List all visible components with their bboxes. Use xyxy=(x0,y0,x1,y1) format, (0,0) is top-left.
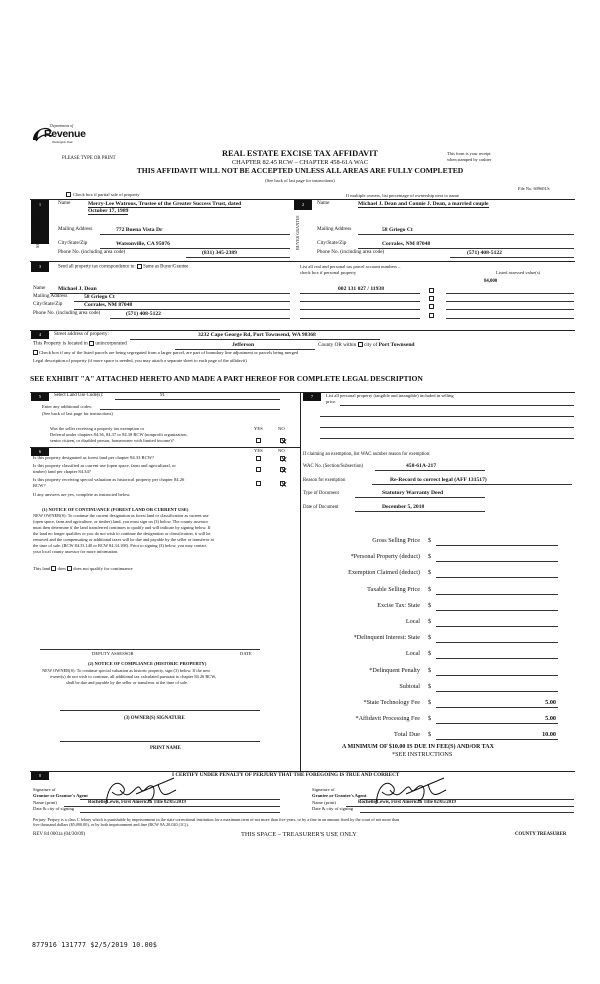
s3-phone-label: Phone No. (including area code) xyxy=(33,310,101,316)
s3-mailing: 58 Griego Ct xyxy=(84,294,115,300)
exemption-yes-checkbox[interactable] xyxy=(256,438,261,443)
calc-row-underline xyxy=(436,610,558,611)
seller-mailing: 772 Buena Vista Dr xyxy=(116,227,163,233)
logo-main-text: Revenue xyxy=(44,128,86,140)
land-use-label: Select Land Use Code(s): xyxy=(54,393,104,398)
multiple-owners-note: If multiple owners, list percentage of ownership next to name xyxy=(346,193,460,198)
parcel-number: 002 131 027 / 11938 xyxy=(338,286,384,292)
buyer-phone-label: Phone No. (including area code) xyxy=(317,249,385,255)
recording-stamp: 877916 131777 $2/5/2019 10.00$ xyxy=(32,941,158,949)
historic-2: owner(s) do not wish to continue, all additional tax calculated pursuant to chapter 84.26 RCW, xyxy=(50,674,217,679)
forest-no-checkbox[interactable] xyxy=(280,456,285,461)
exemption-q3: senior citizen, or disabled person, homeowner with limited income)? xyxy=(50,438,174,443)
s3-city-label: City/State/Zip xyxy=(33,301,63,307)
seller-name-label: Name xyxy=(58,200,71,206)
assessed-value: 84,000 xyxy=(484,279,498,284)
unincorporated-checkbox[interactable] xyxy=(89,341,94,346)
forest-q: Is this property designated as forest land per chapter 84.33 RCW? xyxy=(33,455,155,460)
send-correspondence: Send all property tax correspondence to: Same as Buyer/Grantee xyxy=(58,264,189,270)
city-checkbox[interactable] xyxy=(358,342,363,347)
perjury-line-1: Perjury: Perjury is a class C felony which is punishable by imprisonment in the state correctional institution for a maximum term of not more than five years, or by a fine in an amount fixed by the court of not more than xyxy=(33,817,400,822)
calc-row-value: 5.00 xyxy=(545,699,556,706)
doc-date: December 5, 2018 xyxy=(382,504,425,510)
seller-city-label: City/State/Zip xyxy=(58,240,88,246)
grantor-print-name: Rochelle Lewis, First American Title 02/05/2019 xyxy=(88,800,186,805)
seller-mailing-label: Mailing Address xyxy=(58,226,93,232)
calc-row-currency: $ xyxy=(428,650,432,658)
parcel-1-personal-checkbox[interactable] xyxy=(429,288,434,293)
buyer-side-label: BUYER GRANTEE xyxy=(295,215,300,250)
continuance-5: removed and the compensating or additional taxes will be due and payable by the seller or transferor at xyxy=(33,537,214,542)
historical-yes-checkbox[interactable] xyxy=(256,481,261,486)
grantor-sig-label-1: Signature of xyxy=(33,787,56,792)
file-number: File No. 60960LS xyxy=(518,186,550,191)
logo-top-text: Department of xyxy=(50,123,74,128)
calc-row-underline xyxy=(436,675,558,676)
logo-sub-text: Washington State xyxy=(52,140,73,144)
owner-signature: (3) OWNER(S) SIGNATURE xyxy=(124,716,185,721)
calc-row-label: *Affidavit Processing Fee xyxy=(355,715,420,723)
section-3-badge: 3 xyxy=(31,262,49,272)
continuance-4: the land no longer qualifies or you do not wish to continue the designation or classification, it will be xyxy=(33,531,211,536)
s3-name: Michael J. Dean xyxy=(58,286,97,292)
seller-city: Watsonville, CA 95076 xyxy=(116,241,170,247)
section-8-badge: 8 xyxy=(31,772,49,780)
doc-date-label: Date of Document xyxy=(303,505,339,510)
calc-row-label: *Personal Property (deduct) xyxy=(350,553,420,561)
grantee-date-label: Date & city of signing xyxy=(312,806,354,811)
calc-row-label: *State Technology Fee xyxy=(363,699,420,706)
s5-yes: YES xyxy=(254,426,263,431)
calc-row-currency: $ xyxy=(428,618,432,625)
current-use-yes-checkbox[interactable] xyxy=(256,467,261,472)
calc-row-underline xyxy=(436,577,558,578)
calc-row-currency: $ xyxy=(428,715,432,723)
calc-row-underline xyxy=(436,691,558,692)
located-in: This Property is located in unincorporated xyxy=(33,340,127,347)
s3-phone: (571) 408-5122 xyxy=(126,311,161,317)
calc-row-label: Total Due xyxy=(393,731,420,739)
segregated-note: Check box if any of the listed parcels are being segregated from a larger parcel, are part of boundary line adjustment or parcels being merged xyxy=(33,350,298,355)
calc-row-label: Local xyxy=(405,618,420,625)
buyer-name-label: Name xyxy=(317,200,330,206)
s3-name-label: Name xyxy=(33,285,46,291)
minimum-due: A MINIMUM OF $10.00 IS DUE IN FEE(S) AND/OR TAX xyxy=(342,744,494,750)
county-or-city: County OR within city of Port Townsend xyxy=(318,342,415,348)
continuance-6: the time of sale. (RCW 84.33.140 or RCW 84.34.108). Prior to signing (3) below, you may contact xyxy=(33,543,207,548)
wac-label: WAC No. (Section/Subsection) xyxy=(303,464,364,469)
section-2-badge: 2 xyxy=(294,200,312,210)
county-name: Jefferson xyxy=(232,342,255,348)
wac-number: 458-61A-217 xyxy=(406,463,437,469)
historical-q-a: Is this property receiving special valuation as historical property per chapter 84.26 xyxy=(33,477,185,482)
exemption-no-checkbox[interactable] xyxy=(280,438,285,443)
assessed-header: Listed assessed value(s) xyxy=(496,270,541,275)
buyer-phone: (571) 408-5122 xyxy=(467,250,502,256)
partial-sale-checkbox[interactable] xyxy=(66,192,71,197)
print-name: PRINT NAME xyxy=(150,746,181,751)
segregated-checkbox[interactable] xyxy=(33,350,38,355)
grantee-name-label: Name (print) xyxy=(312,800,336,805)
calc-row-label: Subtotal xyxy=(399,682,420,690)
seller-phone: (831) 345-2389 xyxy=(202,250,237,256)
grantee-print-name: Rochelle Lewis, First American Title 02/05/2019 xyxy=(358,800,456,805)
calc-row-currency: $ xyxy=(428,666,432,674)
buyer-city-label: City/State/Zip xyxy=(317,240,347,246)
county-treasurer: COUNTY TREASURER xyxy=(515,832,567,837)
historical-no-checkbox[interactable] xyxy=(280,481,285,486)
grantor-date-label: Date & city of signing xyxy=(33,806,75,811)
seller-name-line2: October 17, 1989 xyxy=(88,208,129,214)
calc-row-label: Taxable Selling Price xyxy=(367,585,420,593)
calc-row-currency: $ xyxy=(428,537,432,544)
current-use-no-checkbox[interactable] xyxy=(280,467,285,472)
current-use-q-b: timber) land per chapter 84.34? xyxy=(33,469,91,474)
parcel-header-1: List all real and personal tax parcel account numbers – xyxy=(300,264,401,269)
assessor-date: DATE xyxy=(240,651,252,656)
calc-row-currency: $ xyxy=(428,634,432,642)
chapter-line: CHAPTER 82.45 RCW – CHAPTER 458-61A WAC xyxy=(231,159,369,166)
calc-row-underline xyxy=(436,739,558,740)
exemption-reason: Re-Record to correct legal (AFF 131517) xyxy=(390,477,487,483)
calc-row-label: *Delinquent Interest: State xyxy=(353,634,420,642)
calc-row-currency: $ xyxy=(428,682,432,690)
section-7-badge: 7 xyxy=(303,393,321,401)
personal-property-2: price. xyxy=(326,399,337,404)
buyer-mailing-label: Mailing Address xyxy=(317,226,352,232)
answers-note: If any answers are yes, complete as instructed below. xyxy=(33,492,131,497)
calc-row-label: *Delinquent Penalty xyxy=(369,666,420,674)
grantor-signature-graphic xyxy=(96,774,186,810)
historical-q-b: RCW? xyxy=(33,483,46,488)
grantee-signature-graphic xyxy=(366,774,456,810)
partial-sale: Check box if partial sale of property xyxy=(66,192,140,197)
calc-row-currency: $ xyxy=(428,553,432,561)
parcel-2-personal-checkbox[interactable] xyxy=(429,296,434,301)
section-4-badge: 4 xyxy=(31,331,49,339)
seller-phone-label: Phone No. (including area code) xyxy=(58,249,126,255)
doc-type: Statutory Warranty Deed xyxy=(382,490,444,496)
calc-row-label: Local xyxy=(405,650,420,658)
s6-no: NO xyxy=(278,448,285,453)
grantor-name-label: Name (print) xyxy=(33,800,57,805)
continuance-title: (1) NOTICE OF CONTINUANCE (FOREST LAND OR CURRENT USE) xyxy=(42,507,189,512)
buyer-name: Michael J. Dean and Connie J. Dean, a married couple xyxy=(358,201,489,207)
calc-row-currency: $ xyxy=(428,585,432,593)
calc-row-value: 10.00 xyxy=(542,731,556,739)
calc-row-underline xyxy=(436,594,558,595)
calc-row-underline xyxy=(436,642,558,643)
s5-no: NO xyxy=(278,426,285,431)
s6-yes: YES xyxy=(254,448,263,453)
reason-label: Reason for exemption xyxy=(303,478,346,483)
continuance-7: your local county assessor for more information. xyxy=(33,549,119,554)
forest-yes-checkbox[interactable] xyxy=(256,456,261,461)
grantor-sig-label-2: Grantor or Grantor's Agent xyxy=(33,793,88,798)
street-address: 3232 Cape George Rd, Port Townsend, WA 98368 xyxy=(198,332,316,338)
exhibit-a-line: SEE EXHIBIT "A" ATTACHED HERETO AND MADE A PART HEREOF FOR COMPLETE LEGAL DESCRIPTION xyxy=(30,374,423,383)
s3-city: Corrales, NM 87048 xyxy=(84,302,133,308)
receipt-note-1: This form is your receipt xyxy=(447,151,491,156)
warning-line: THIS AFFIDAVIT WILL NOT BE ACCEPTED UNLESS ALL AREAS ARE FULLY COMPLETED xyxy=(136,166,464,175)
treasurer-space: THIS SPACE – TREASURER'S USE ONLY xyxy=(241,831,357,838)
receipt-note-2: when stamped by cashier xyxy=(447,157,492,162)
does-checkbox[interactable] xyxy=(51,566,56,571)
land-use-code: 91 xyxy=(160,393,165,398)
revenue-logo xyxy=(30,120,90,150)
city-name: Port Townsend xyxy=(378,342,415,348)
seller-side-label: SELLER GRANTOR xyxy=(35,211,40,248)
parcel-3-personal-checkbox[interactable] xyxy=(429,304,434,309)
calc-row-underline xyxy=(436,707,558,708)
street-label: Street address of property: xyxy=(54,331,109,337)
qualify-continuance: This land does does not qualify for continuance xyxy=(33,566,133,571)
doc-type-label: Type of Document xyxy=(303,491,339,496)
grantee-sig-label-1: Signature of xyxy=(312,787,335,792)
legal-description-note: Legal description of property (if more space is needed, you may attach a separate sheet to each page of the affidavit) xyxy=(33,358,247,363)
continuance-3: must then determine if the land transferred continues to qualify and will indicate by signing below. If xyxy=(33,525,211,530)
perjury-line-2: five thousand dollars ($5,000.00), or by both imprisonment and fine (RCW 9A.20.020 (1C)). xyxy=(33,822,189,827)
calc-row-label: Excise Tax: State xyxy=(377,601,420,609)
calc-row-currency: $ xyxy=(428,731,432,739)
historic-title: (2) NOTICE OF COMPLIANCE (HISTORIC PROPERTY) xyxy=(88,661,207,666)
calc-row-underline xyxy=(436,723,558,724)
please-type: PLEASE TYPE OR PRINT xyxy=(62,156,116,161)
historic-1: NEW OWNER(S): To continue special valuation as historic property, sign (3) below. If the new xyxy=(42,668,211,673)
s3-mailing-label: Mailing Address xyxy=(33,293,68,299)
seller-name-line1: Merry-Lee Watrous, Trustee of the Greater Success Trust, dated xyxy=(88,201,242,207)
s5-see-back: (See back of last page for instructions) xyxy=(42,411,113,416)
calc-row-label: Gross Selling Price xyxy=(372,537,420,544)
exemption-q2: Deferral under chapters 84.36, 84.37 or 84.38 RCW (nonprofit organization, xyxy=(50,432,188,437)
form-title: REAL ESTATE EXCISE TAX AFFIDAVIT xyxy=(221,149,379,158)
personal-property-1: List all personal property (tangible and intangible) included in selling xyxy=(326,393,454,398)
section-1-badge: 1 xyxy=(31,200,49,244)
calc-row-currency: $ xyxy=(428,699,432,706)
parcel-4-personal-checkbox[interactable] xyxy=(429,313,434,318)
grantee-sig-label-2: Grantee or Grantee's Agent xyxy=(312,793,367,798)
buyer-mailing: 58 Griego Ct xyxy=(382,227,413,233)
historic-3: shall be due and payable by the seller or transferor at the time of sale. xyxy=(66,680,189,685)
deputy-assessor: DEPUTY ASSESSOR xyxy=(92,651,134,656)
certify-line: I CERTIFY UNDER PENALTY OF PERJURY THAT THE FOREGOING IS TRUE AND CORRECT xyxy=(172,772,400,778)
current-use-q-a: Is this property classified as current use (open space, farm and agricultural, or xyxy=(33,463,176,468)
calc-row-underline xyxy=(436,626,558,627)
form-revision: REV 84 0001a (04/30/09) xyxy=(33,832,85,837)
section-5-badge: 5 xyxy=(31,393,49,401)
calc-row-underline xyxy=(436,561,558,562)
calc-row-underline xyxy=(436,658,558,659)
calc-row-label: Exemption Claimed (deduct) xyxy=(348,569,420,577)
does-not-checkbox[interactable] xyxy=(67,566,72,571)
section-6-badge: 6 xyxy=(31,448,49,456)
same-as-buyer-checkbox[interactable] xyxy=(137,264,142,269)
calc-row-currency: $ xyxy=(428,601,432,609)
calc-row-currency: $ xyxy=(428,569,432,577)
continuance-1: NEW OWNER(S): To continue the current designation as forest land or classification as current use xyxy=(33,513,209,518)
calc-row-underline xyxy=(436,545,558,546)
additional-codes: Enter any additional codes: xyxy=(42,404,93,409)
continuance-2: (open space, farm and agriculture, or timber) land, you must sign on (3) below. The county assessor xyxy=(33,519,208,524)
see-instructions: *SEE INSTRUCTIONS xyxy=(392,751,453,758)
exemption-claim: If claiming an exemption, list WAC number reason for exemption: xyxy=(303,452,431,457)
see-back: (See back of last page for instructions) xyxy=(265,178,335,183)
parcel-header-2: check box if personal property xyxy=(300,270,357,275)
buyer-city: Corrales, NM 87048 xyxy=(382,241,431,247)
exemption-q1: Was the seller receiving a property tax exemption or xyxy=(50,426,145,431)
calc-row-value: 5.00 xyxy=(545,715,556,723)
